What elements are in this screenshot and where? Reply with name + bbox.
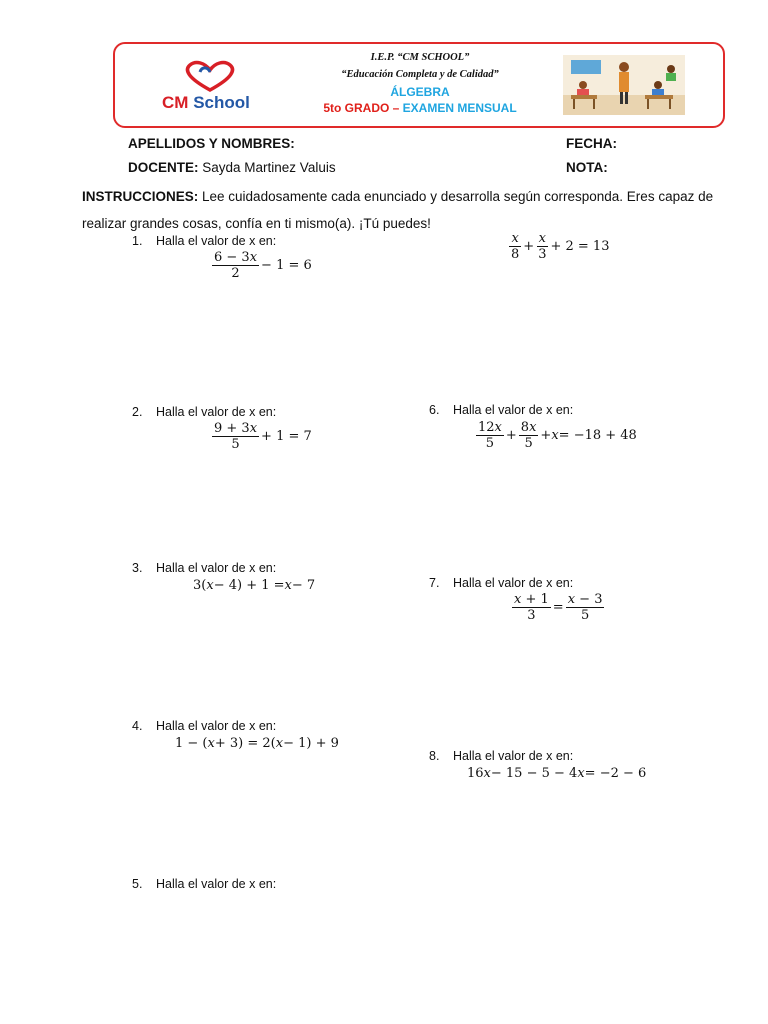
- classroom-illustration: [563, 55, 685, 115]
- problem-3-number: 3.: [132, 561, 143, 575]
- problem-2-text: Halla el valor de x en:: [156, 405, 277, 419]
- problem-1-text: Halla el valor de x en:: [156, 234, 277, 248]
- teacher-line: [128, 160, 336, 175]
- problem-4-prompt: [132, 719, 276, 733]
- problem-5-text: Halla el valor de x en:: [156, 877, 277, 891]
- numerator: + 1: [521, 592, 549, 607]
- equation-part: − 7: [291, 578, 316, 593]
- school-logo: [150, 60, 270, 116]
- problem-1-equation: [210, 250, 312, 281]
- logo-school: School: [193, 93, 250, 112]
- denominator: 3: [527, 608, 536, 623]
- grade-label: NOTA:: [566, 160, 608, 175]
- instructions-label: INSTRUCCIONES:: [82, 189, 199, 204]
- numerator: − 3: [575, 592, 603, 607]
- problem-2-equation: [210, 421, 312, 452]
- problem-7-number: 7.: [429, 576, 440, 590]
- equation-rest: + 1 = 7: [261, 429, 312, 444]
- problem-8-equation: [467, 766, 646, 781]
- denominator: 5: [524, 436, 533, 451]
- problem-4-text: Halla el valor de x en:: [156, 719, 277, 733]
- problem-right-top-equation: [507, 231, 609, 262]
- equation-part: 3(: [193, 578, 207, 593]
- fraction: [212, 421, 259, 452]
- fraction: [566, 592, 605, 623]
- problem-7-text: Halla el valor de x en:: [453, 576, 574, 590]
- title-dash: –: [389, 101, 403, 115]
- problem-5-prompt: [132, 877, 276, 891]
- instructions: [82, 183, 730, 237]
- problem-6-text: Halla el valor de x en:: [453, 403, 574, 417]
- problem-6-equation: [474, 420, 637, 451]
- plus-sign: +: [523, 239, 535, 254]
- denominator: 8: [511, 247, 520, 262]
- denominator: 5: [231, 437, 240, 452]
- variable: x: [514, 592, 522, 607]
- problem-1-number: 1.: [132, 234, 143, 248]
- denominator: 5: [580, 608, 590, 623]
- school-motto: “Educación Completa y de Calidad”: [341, 69, 499, 80]
- variable: x: [494, 420, 502, 435]
- variable: x: [538, 231, 546, 246]
- numerator: 9 + 3: [214, 421, 250, 436]
- fraction: [476, 420, 504, 451]
- numerator: 8: [520, 420, 530, 435]
- exam-type: EXAMEN MENSUAL: [402, 101, 517, 115]
- numerator: 12: [478, 420, 495, 435]
- problem-7-equation: [510, 592, 606, 623]
- denominator: 5: [485, 436, 495, 451]
- plus-sign: +: [505, 428, 517, 443]
- problem-8-text: Halla el valor de x en:: [453, 749, 574, 763]
- variable: x: [551, 428, 559, 443]
- variable: x: [207, 736, 215, 751]
- fraction: [509, 231, 521, 262]
- problem-3-prompt: [132, 561, 276, 575]
- variable: x: [206, 578, 214, 593]
- subject-title: ÁLGEBRA: [390, 85, 450, 99]
- denominator: 2: [231, 266, 240, 281]
- fraction: [512, 592, 551, 623]
- problem-2-number: 2.: [132, 405, 143, 419]
- variable: x: [275, 736, 284, 751]
- instructions-text: Lee cuidadosamente cada enunciado y desarrolla según corresponda. Eres capaz de realizar grandes cosas, confía en ti mismo(a). ¡Tú puedes!: [82, 189, 714, 231]
- equation-rest: − 1 = 6: [261, 258, 312, 273]
- logo-cm: CM: [162, 93, 189, 112]
- problem-3-text: Halla el valor de x en:: [156, 561, 277, 575]
- classroom-icon: [563, 55, 685, 115]
- date-label: FECHA:: [566, 136, 617, 151]
- equation-part: − 15 − 5 − 4: [490, 766, 578, 781]
- problem-1-prompt: [132, 234, 276, 248]
- exam-title: [290, 101, 550, 115]
- denominator: 3: [538, 247, 547, 262]
- teacher-name: Sayda Martinez Valuis: [202, 160, 336, 175]
- variable: x: [249, 250, 258, 265]
- equation-part: 1 − (: [175, 736, 208, 751]
- equation-part: 16: [467, 766, 484, 781]
- plus-sign: +: [540, 428, 552, 443]
- equation-part: = −2 − 6: [584, 766, 647, 781]
- heart-logo-icon: [178, 60, 242, 92]
- problem-8-number: 8.: [429, 749, 440, 763]
- problem-6-number: 6.: [429, 403, 440, 417]
- variable: x: [577, 766, 585, 781]
- teacher-label: DOCENTE:: [128, 160, 199, 175]
- fraction: [212, 250, 259, 281]
- equation-rest: + 2 = 13: [550, 239, 610, 254]
- variable: x: [511, 231, 519, 246]
- problem-4-number: 4.: [132, 719, 143, 733]
- variable: x: [284, 578, 292, 593]
- numerator: 6 − 3: [214, 250, 250, 265]
- problem-4-equation: [175, 736, 339, 751]
- problem-5-number: 5.: [132, 877, 143, 891]
- variable: x: [529, 420, 537, 435]
- names-label: APELLIDOS Y NOMBRES:: [128, 136, 295, 151]
- grade-text: 5to GRADO: [323, 101, 390, 115]
- variable: x: [483, 766, 491, 781]
- variable: x: [567, 592, 576, 607]
- logo-wordmark: [162, 93, 250, 113]
- fraction: [536, 231, 548, 262]
- equation-part: − 4) + 1 =: [213, 578, 285, 593]
- equals-sign: =: [552, 600, 564, 615]
- problem-2-prompt: [132, 405, 276, 419]
- problem-8-prompt: [429, 749, 573, 763]
- equation-part: − 1) + 9: [283, 736, 339, 751]
- problem-7-prompt: [429, 576, 573, 590]
- problem-3-equation: [193, 578, 315, 593]
- fraction: [519, 420, 539, 451]
- institution-name: I.E.P. “CM SCHOOL”: [370, 52, 470, 63]
- equation-part: + 3) = 2(: [214, 736, 276, 751]
- variable: x: [249, 421, 258, 436]
- problem-6-prompt: [429, 403, 573, 417]
- equation-rest: = −18 + 48: [558, 428, 637, 443]
